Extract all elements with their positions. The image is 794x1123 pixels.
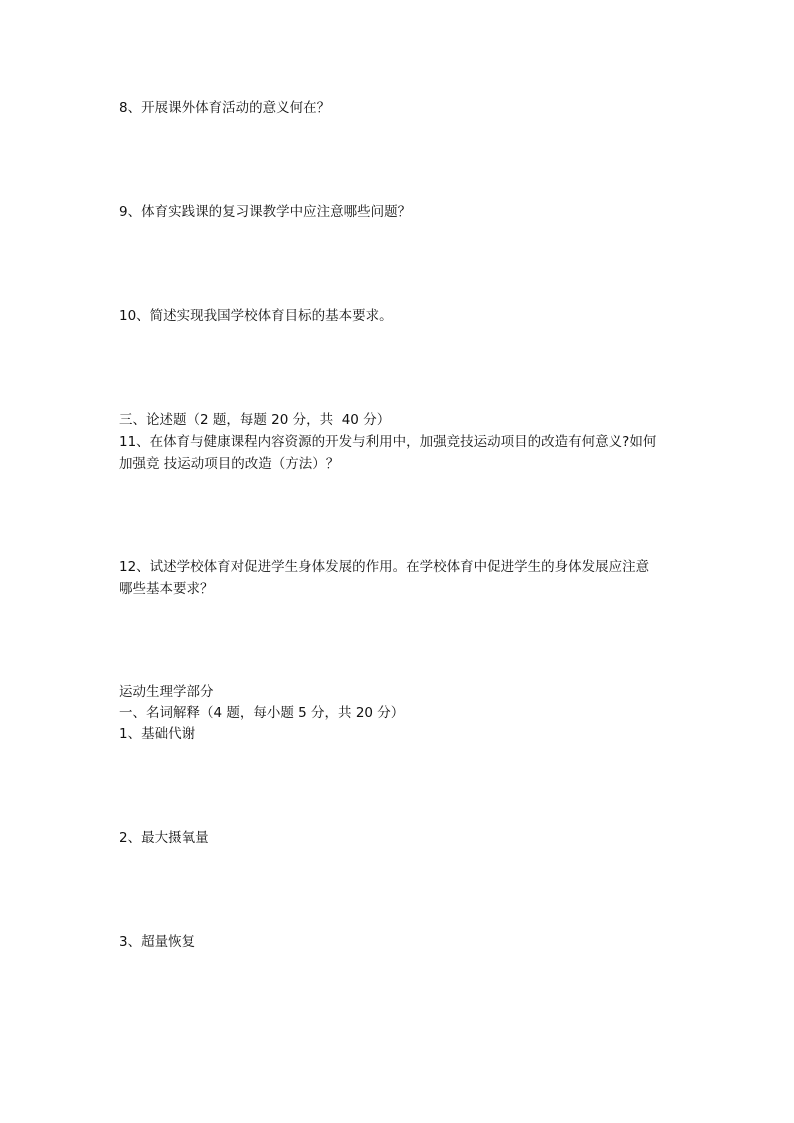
question-12-line-2: 哪些基本要求？ xyxy=(119,581,214,597)
question-11-line-1: 11、在体育与健康课程内容资源的开发与利用中，加强竞技运动项目的改造有何意义?如何 xyxy=(119,434,657,450)
question-12-line-1: 12、试述学校体育对促进学生身体发展的作用。在学校体育中促进学生的身体发展应注意 xyxy=(119,559,650,575)
question-8: 8、开展课外体育活动的意义何在？ xyxy=(119,100,331,116)
section-terms-heading: 一、名词解释（4 题，每小题 5 分，共 20 分） xyxy=(119,705,405,721)
question-11-line-2: 加强竞 技运动项目的改造（方法）？ xyxy=(119,456,340,472)
term-3: 3、超量恢复 xyxy=(119,934,196,950)
term-2: 2、最大摄氧量 xyxy=(119,830,209,846)
question-9: 9、体育实践课的复习课教学中应注意哪些问题？ xyxy=(119,204,412,220)
question-10: 10、简述实现我国学校体育目标的基本要求。 xyxy=(119,308,393,324)
part-heading-physiology: 运动生理学部分 xyxy=(119,684,214,700)
term-1: 1、基础代谢 xyxy=(119,726,196,742)
section-essay-heading: 三、论述题（2 题，每题 20 分，共 40 分） xyxy=(119,412,391,428)
